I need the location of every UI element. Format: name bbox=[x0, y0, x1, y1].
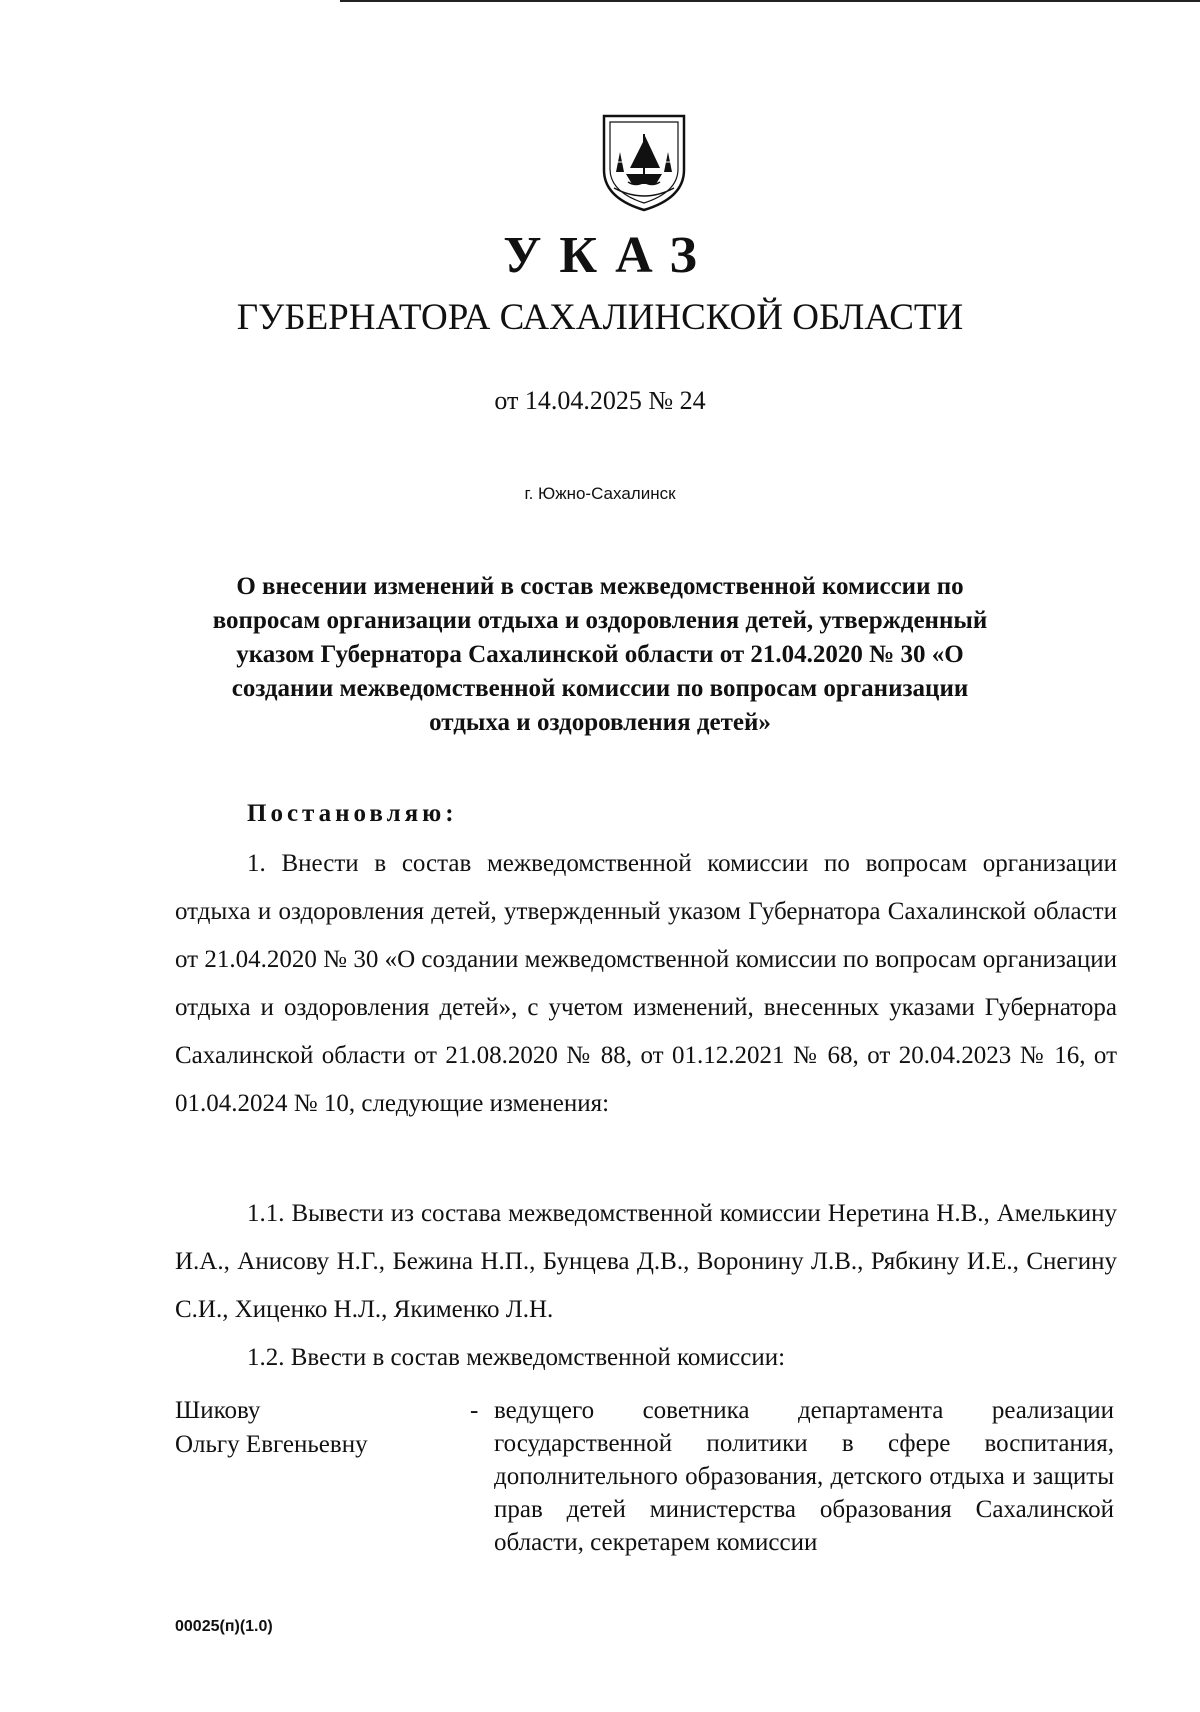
member-dash: - bbox=[470, 1397, 479, 1424]
member-description: ведущего советника департамента реализации государственной политики в сфере воспитания, дополнительного образования, детского отдыха и защиты прав детей министерства образования Сахалинской области, секретарем комиссии bbox=[494, 1397, 1114, 1556]
document-heading: О внесении изменений в состав межведомственной комиссии по вопросам организации отдыха и оздоровления детей, утвержденный указом Губернатора Сахалинской области от 21.04.2020 № 30 «О создании межведомственной комиссии по вопросам организации отдыха и оздоровления детей» bbox=[212, 573, 988, 736]
paragraph-1-2: 1.2. Ввести в состав межведомственной комиссии: bbox=[247, 1344, 786, 1371]
paragraph-1-1: 1.1. Вывести из состава межведомственной комиссии Неретина Н.В., Амелькину И.А., Анисову Н.Г., Бежина Н.П., Бунцева Д.В., Воронину Л.В., Рябкину И.Е., Снегину С.И., Хиценко Н.Л., Якименко Л.Н. bbox=[175, 1200, 1117, 1323]
member-surname: Шикову bbox=[175, 1397, 261, 1424]
paragraph-1: 1. Внести в состав межведомственной комиссии по вопросам организации отдыха и оздоровления детей, утвержденный указом Губернатора Сахалинской области от 21.04.2020 № 30 «О создании межведомственной комиссии по вопросам организации отдыха и оздоровления детей», с учетом изменений, внесенных указами Губернатора Сахалинской области от 21.08.2020 № 88, от 01.12.2021 № 68, от 20.04.2023 № 16, от 01.04.2024 № 10, следующие изменения: bbox=[175, 850, 1117, 1117]
document-subtitle: ГУБЕРНАТОРА САХАЛИНСКОЙ ОБЛАСТИ bbox=[236, 297, 964, 338]
sakhalin-coat-of-arms-icon bbox=[598, 112, 690, 212]
document-date-number: от 14.04.2025 № 24 bbox=[494, 386, 706, 415]
document-code: 00025(п)(1.0) bbox=[175, 1618, 273, 1635]
member-given-names: Ольгу Евгеньевну bbox=[175, 1431, 368, 1458]
member-name bbox=[175, 1394, 368, 1462]
resolve-label: Постановляю: bbox=[247, 800, 458, 827]
document-title: УКАЗ bbox=[503, 227, 715, 284]
document-city: г. Южно-Сахалинск bbox=[524, 484, 676, 503]
scan-edge-line bbox=[340, 0, 1200, 2]
